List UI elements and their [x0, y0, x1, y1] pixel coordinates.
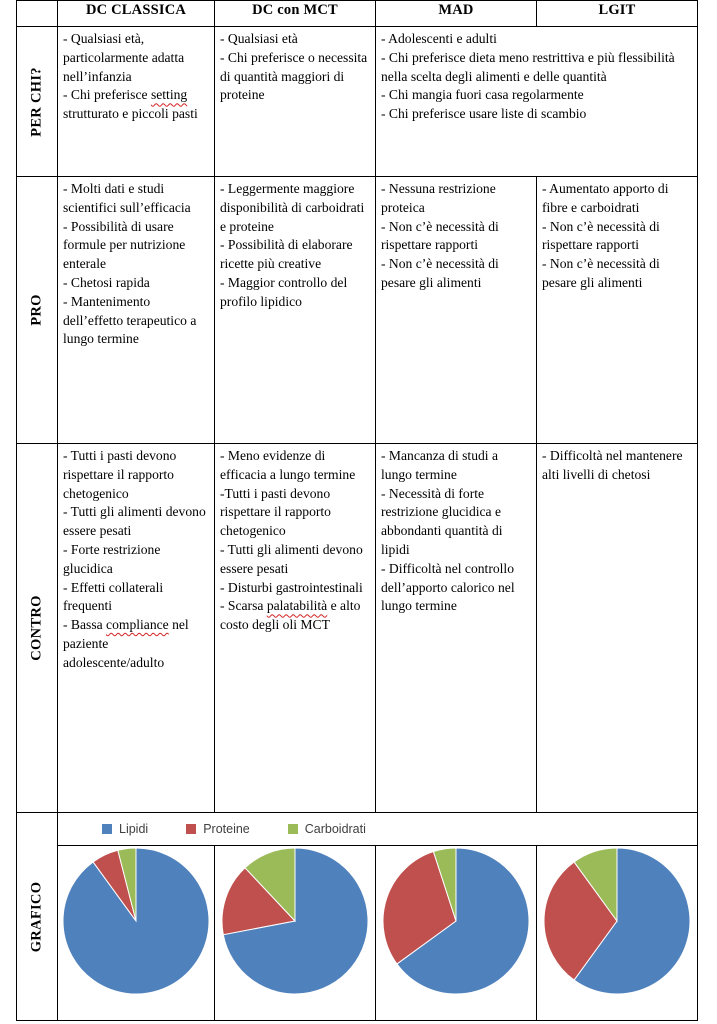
- row-per-chi: [17, 27, 698, 177]
- spellcheck-word: compliance: [106, 617, 169, 633]
- cell-line: - Qualsiasi età, particolarmente adatta nell’infanzia: [63, 31, 188, 84]
- cell-line: - Mantenimento dell’effetto terapeutico a lungo termine: [63, 293, 200, 347]
- cell-line: - Disturbi gastrointestinali: [220, 579, 363, 595]
- cell-line: - Difficoltà nel controllo dell’apporto calorico nel lungo termine: [381, 560, 519, 614]
- pie-chart-lgit: [542, 846, 692, 996]
- spellcheck-word: palatabilità: [266, 598, 328, 614]
- pie-chart-mad: [381, 846, 531, 996]
- cell-line: - Scarsa palatabilità e alto costo degli oli MCT: [220, 598, 364, 633]
- cell-line: - Leggermente maggiore disponibilità di carboidrati e proteine: [220, 181, 368, 234]
- cell-line: - Forte restrizione glucidica: [63, 541, 164, 576]
- row-label-text: CONTRO: [28, 595, 45, 661]
- chart-cell-dc-mct: [215, 846, 376, 1021]
- cell-pro-lgit: [537, 177, 698, 444]
- cell-per-chi-mad-lgit: [376, 27, 698, 177]
- legend-swatch: [186, 824, 196, 834]
- cell-line: - Chi preferisce setting strutturato e piccoli pasti: [63, 87, 198, 122]
- legend-label: Lipidi: [119, 821, 149, 836]
- legend-item: [288, 820, 366, 839]
- header-dc-classica: DC CLASSICA: [58, 1, 215, 27]
- header-row: [17, 1, 698, 27]
- cell-pro-mad: [376, 177, 537, 444]
- cell-line: - Effetti collaterali frequenti: [63, 579, 167, 614]
- cell-per-chi-dc-mct: [215, 27, 376, 177]
- cell-line: - Meno evidenze di efficacia a lungo termine: [220, 448, 356, 482]
- chart-legend-cell: [58, 813, 698, 846]
- cell-contro-dc-classica: [58, 444, 215, 813]
- row-grafico: [17, 846, 698, 1021]
- cell-line: - Non c’è necessità di rispettare rapporti: [381, 218, 503, 253]
- cell-line: - Aumentato apporto di fibre e carboidrati: [542, 181, 672, 215]
- header-corner: [17, 1, 58, 27]
- header-dc-mct: DC con MCT: [215, 1, 376, 27]
- cell-line: - Non c’è necessità di pesare gli alimenti: [542, 256, 664, 290]
- cell-line: - Chi preferisce dieta meno restrittiva e più flessibilità nella scelta degli alimenti e delle quantità: [381, 49, 679, 84]
- cell-contro-mad: [376, 444, 537, 813]
- row-label-contro: [17, 444, 58, 813]
- cell-line: - Necessità di forte restrizione glucidica e abbondanti quantità di lipidi: [381, 485, 506, 557]
- cell-line: - Adolescenti e adulti: [381, 31, 497, 46]
- cell-line: - Possibilità di elaborare ricette più creative: [220, 237, 356, 272]
- cell-contro-dc-mct: [215, 444, 376, 813]
- legend-swatch: [288, 824, 298, 834]
- row-label-text: PER CHI?: [28, 66, 45, 137]
- cell-contro-lgit: [537, 444, 698, 813]
- cell-line: - Qualsiasi età: [220, 31, 298, 46]
- cell-line: - Maggior controllo del profilo lipidico: [220, 274, 351, 309]
- cell-line: - Chi preferisce o necessita di quantità maggiori di proteine: [220, 49, 371, 103]
- pie-chart-dc-classica: [61, 846, 211, 996]
- chart-cell-dc-classica: [58, 846, 215, 1021]
- header-mad: MAD: [376, 1, 537, 27]
- cell-per-chi-dc-classica: [58, 27, 215, 177]
- legend-label: Proteine: [203, 821, 250, 836]
- cell-pro-dc-classica: [58, 177, 215, 444]
- spellcheck-word: setting: [150, 87, 188, 103]
- cell-line: - Non c’è necessità di rispettare rapporti: [542, 218, 664, 253]
- row-label-text: PRO: [28, 294, 45, 326]
- row-label-pro: [17, 177, 58, 444]
- cell-line: - Chetosi rapida: [63, 274, 150, 290]
- cell-line: - Tutti gli alimenti devono essere pesati: [63, 504, 210, 539]
- cell-line: - Molti dati e studi scientifici sull’efficacia: [63, 181, 191, 215]
- legend-label: Carboidrati: [304, 821, 366, 836]
- legend-swatch: [102, 824, 112, 834]
- chart-legend: [58, 813, 697, 845]
- row-label-text: GRAFICO: [28, 881, 45, 952]
- cell-line: - Tutti gli alimenti devono essere pesati: [220, 541, 367, 576]
- row-contro: [17, 444, 698, 813]
- cell-line: - Non c’è necessità di pesare gli alimenti: [381, 256, 503, 290]
- cell-line: - Possibilità di usare formule per nutrizione enterale: [63, 218, 189, 272]
- cell-line: -Tutti i pasti devono rispettare il rapporto chetogenico: [220, 485, 335, 539]
- row-label-per-chi: [17, 27, 58, 177]
- cell-line: - Difficoltà nel mantenere alti livelli di chetosi: [542, 448, 686, 482]
- row-label-grafico: [17, 813, 58, 1021]
- cell-line: - Chi preferisce usare liste di scambio: [381, 106, 587, 122]
- cell-line: - Mancanza di studi a lungo termine: [381, 448, 502, 482]
- row-pro: [17, 177, 698, 444]
- diet-comparison-table: [16, 0, 698, 1021]
- legend-item: [186, 820, 250, 839]
- cell-line: - Chi mangia fuori casa regolarmente: [381, 87, 584, 103]
- chart-legend-row: [17, 813, 698, 846]
- cell-pro-dc-mct: [215, 177, 376, 444]
- pie-chart-dc-mct: [220, 846, 370, 996]
- cell-line: - Tutti i pasti devono rispettare il rapporto chetogenico: [63, 448, 180, 501]
- chart-cell-mad: [376, 846, 537, 1021]
- legend-item: [102, 820, 148, 839]
- cell-line: - Nessuna restrizione proteica: [381, 181, 500, 215]
- cell-line: - Bassa compliance nel paziente adolescente/adulto: [63, 617, 193, 670]
- chart-cell-lgit: [537, 846, 698, 1021]
- header-lgit: LGIT: [537, 1, 698, 27]
